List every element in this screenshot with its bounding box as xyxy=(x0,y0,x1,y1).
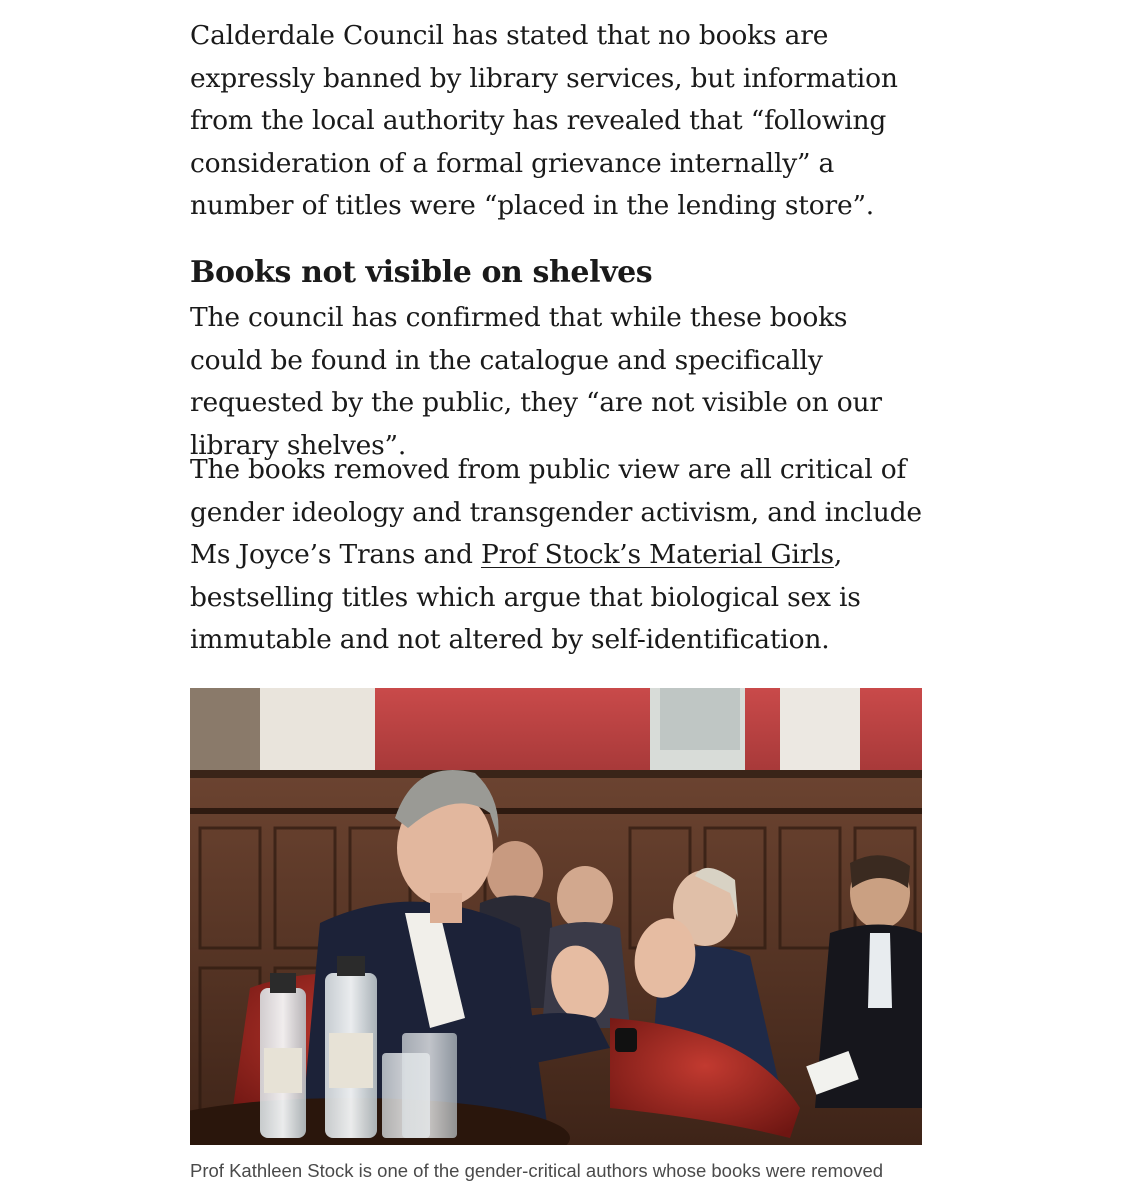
photo-caption: Prof Kathleen Stock is one of the gender-critical authors whose books were removed xyxy=(190,1160,884,1181)
article-paragraph: Calderdale Council has stated that no books are expressly banned by library services, but information from the local authority has revealed that “following consideration of a formal grievance internally” a number of titles were “placed in the lending store”. xyxy=(190,20,898,221)
section-subheading: Books not visible on shelves xyxy=(190,255,653,290)
article-paragraph: The council has confirmed that while these books could be found in the catalogue and specifically requested by the public, they “are not visible on our library shelves”. xyxy=(190,302,882,461)
paragraph-text: , bestselling titles which argue that biological sex is immutable and not altered by self-identification. xyxy=(190,539,861,655)
paragraph-text: The books removed from public view are all critical of gender ideology and transgender activism, and include Ms Joyce’s Trans and xyxy=(190,454,922,570)
photo-illustration xyxy=(190,688,922,1145)
article-paragraph xyxy=(190,449,930,662)
material-girls-link[interactable]: Prof Stock’s Material Girls xyxy=(480,539,834,570)
article-photo xyxy=(190,688,922,1145)
